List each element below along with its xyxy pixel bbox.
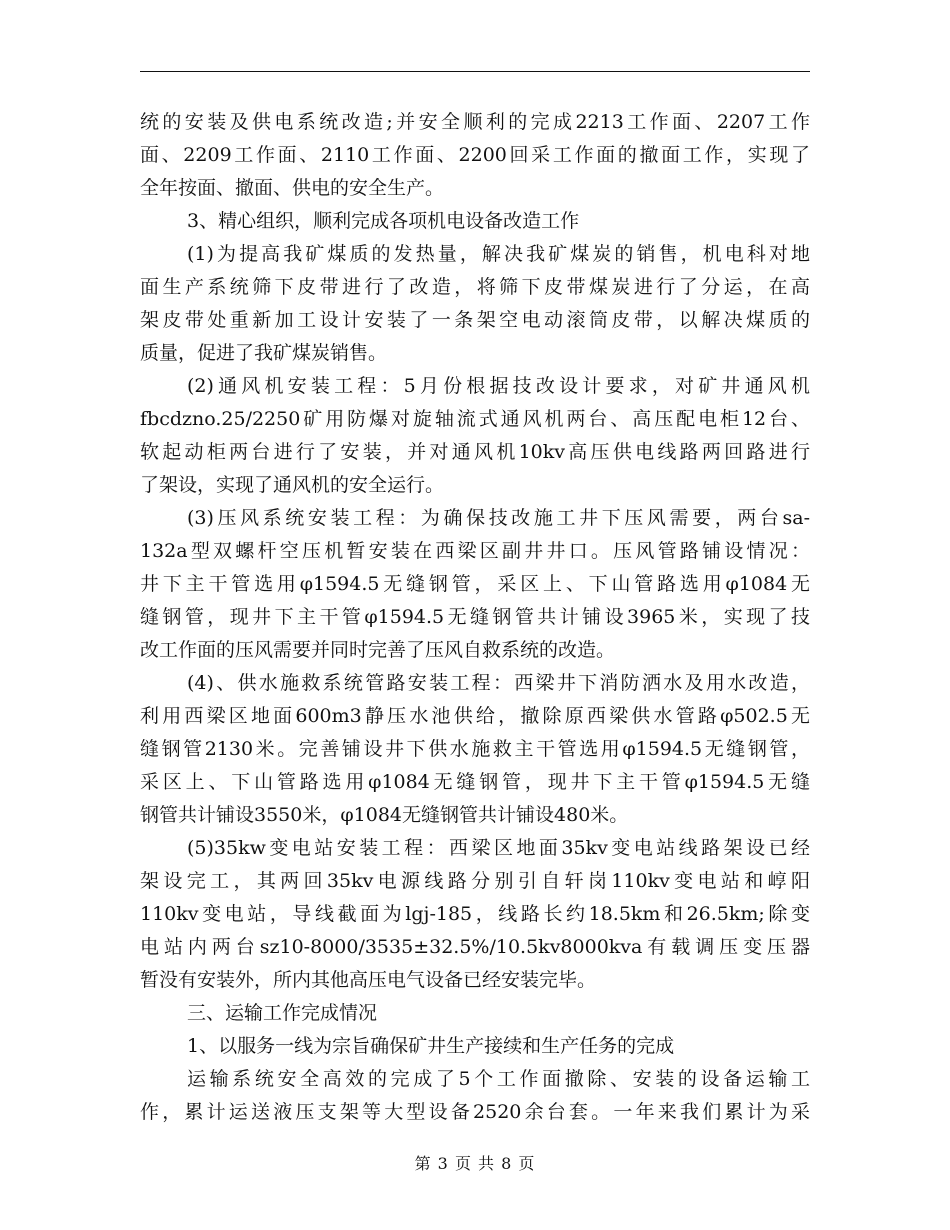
page-footer: 第 3 页 共 8 页 xyxy=(414,1154,536,1173)
text-line: 全年按面、撤面、供电的安全生产。 xyxy=(140,177,445,199)
text-line: 统的安装及供电系统改造;并安全顺利的完成2213工作面、2207工作 xyxy=(140,111,810,133)
text-line: 1、以服务一线为宗旨确保矿井生产接续和生产任务的完成 xyxy=(187,1035,675,1057)
text-line: 软起动柜两台进行了安装，并对通风机10kv高压供电线路两回路进行 xyxy=(140,441,810,463)
text-line: 钢管共计铺设3550米，φ1084无缝钢管共计铺设480米。 xyxy=(140,804,629,826)
text-line: 暂没有安装外，所内其他高压电气设备已经安装完毕。 xyxy=(140,969,597,991)
text-line: 了架设，实现了通风机的安全运行。 xyxy=(140,474,445,496)
text-line: (2)通风机安装工程：5月份根据技改设计要求，对矿井通风机 xyxy=(187,375,810,397)
text-line: 3、精心组织，顺利完成各项机电设备改造工作 xyxy=(187,210,580,232)
text-line: (1)为提高我矿煤质的发热量，解决我矿煤炭的销售，机电科对地 xyxy=(187,243,810,265)
text-line: fbcdzno.25/2250矿用防爆对旋轴流式通风机两台、高压配电柜12台、 xyxy=(140,408,810,430)
text-line: 质量，促进了我矿煤炭销售。 xyxy=(140,342,388,364)
text-line: 运输系统安全高效的完成了5个工作面撤除、安装的设备运输工 xyxy=(187,1068,810,1090)
text-line: 改工作面的压风需要并同时完善了压风自救系统的改造。 xyxy=(140,639,616,661)
text-line: 缝钢管2130米。完善铺设井下供水施救主干管选用φ1594.5无缝钢管， xyxy=(140,738,810,760)
text-line: (3)压风系统安装工程：为确保技改施工井下压风需要，两台sa- xyxy=(187,507,810,529)
header-rule xyxy=(140,71,810,72)
text-line: 电站内两台sz10-8000/3535±32.5%/10.5kv8000kva有载调压变压器 xyxy=(140,936,810,958)
text-line: 架设完工，其两回35kv电源线路分别引自轩岗110kv变电站和崞阳 xyxy=(140,870,810,892)
text-line: 井下主干管选用φ1594.5无缝钢管，采区上、下山管路选用φ1084无 xyxy=(140,573,810,595)
text-line: 作，累计运送液压支架等大型设备2520余台套。一年来我们累计为采 xyxy=(140,1101,810,1123)
text-line: 132a型双螺杆空压机暂安装在西梁区副井井口。压风管路铺设情况： xyxy=(140,540,810,562)
text-line: 采区上、下山管路选用φ1084无缝钢管，现井下主干管φ1594.5无缝 xyxy=(140,771,810,793)
document-body xyxy=(140,106,810,1129)
text-line: 利用西梁区地面600m3静压水池供给，撤除原西梁供水管路φ502.5无 xyxy=(140,705,810,727)
text-line: 110kv变电站，导线截面为lgj-185，线路长约18.5km和26.5km;除变 xyxy=(140,903,810,925)
text-line: 架皮带处重新加工设计安装了一条架空电动滚筒皮带，以解决煤质的 xyxy=(140,309,810,331)
text-line: 缝钢管，现井下主干管φ1594.5无缝钢管共计铺设3965米，实现了技 xyxy=(140,606,810,628)
text-line: 面生产系统筛下皮带进行了改造，将筛下皮带煤炭进行了分运，在高 xyxy=(140,276,810,298)
text-line: (4)、供水施救系统管路安装工程：西梁井下消防洒水及用水改造， xyxy=(187,672,810,694)
text-line: 三、运输工作完成情况 xyxy=(187,1002,378,1024)
text-line: (5)35kw变电站安装工程：西梁区地面35kv变电站线路架设已经 xyxy=(187,837,810,859)
text-line: 面、2209工作面、2110工作面、2200回采工作面的撤面工作，实现了 xyxy=(140,144,810,166)
